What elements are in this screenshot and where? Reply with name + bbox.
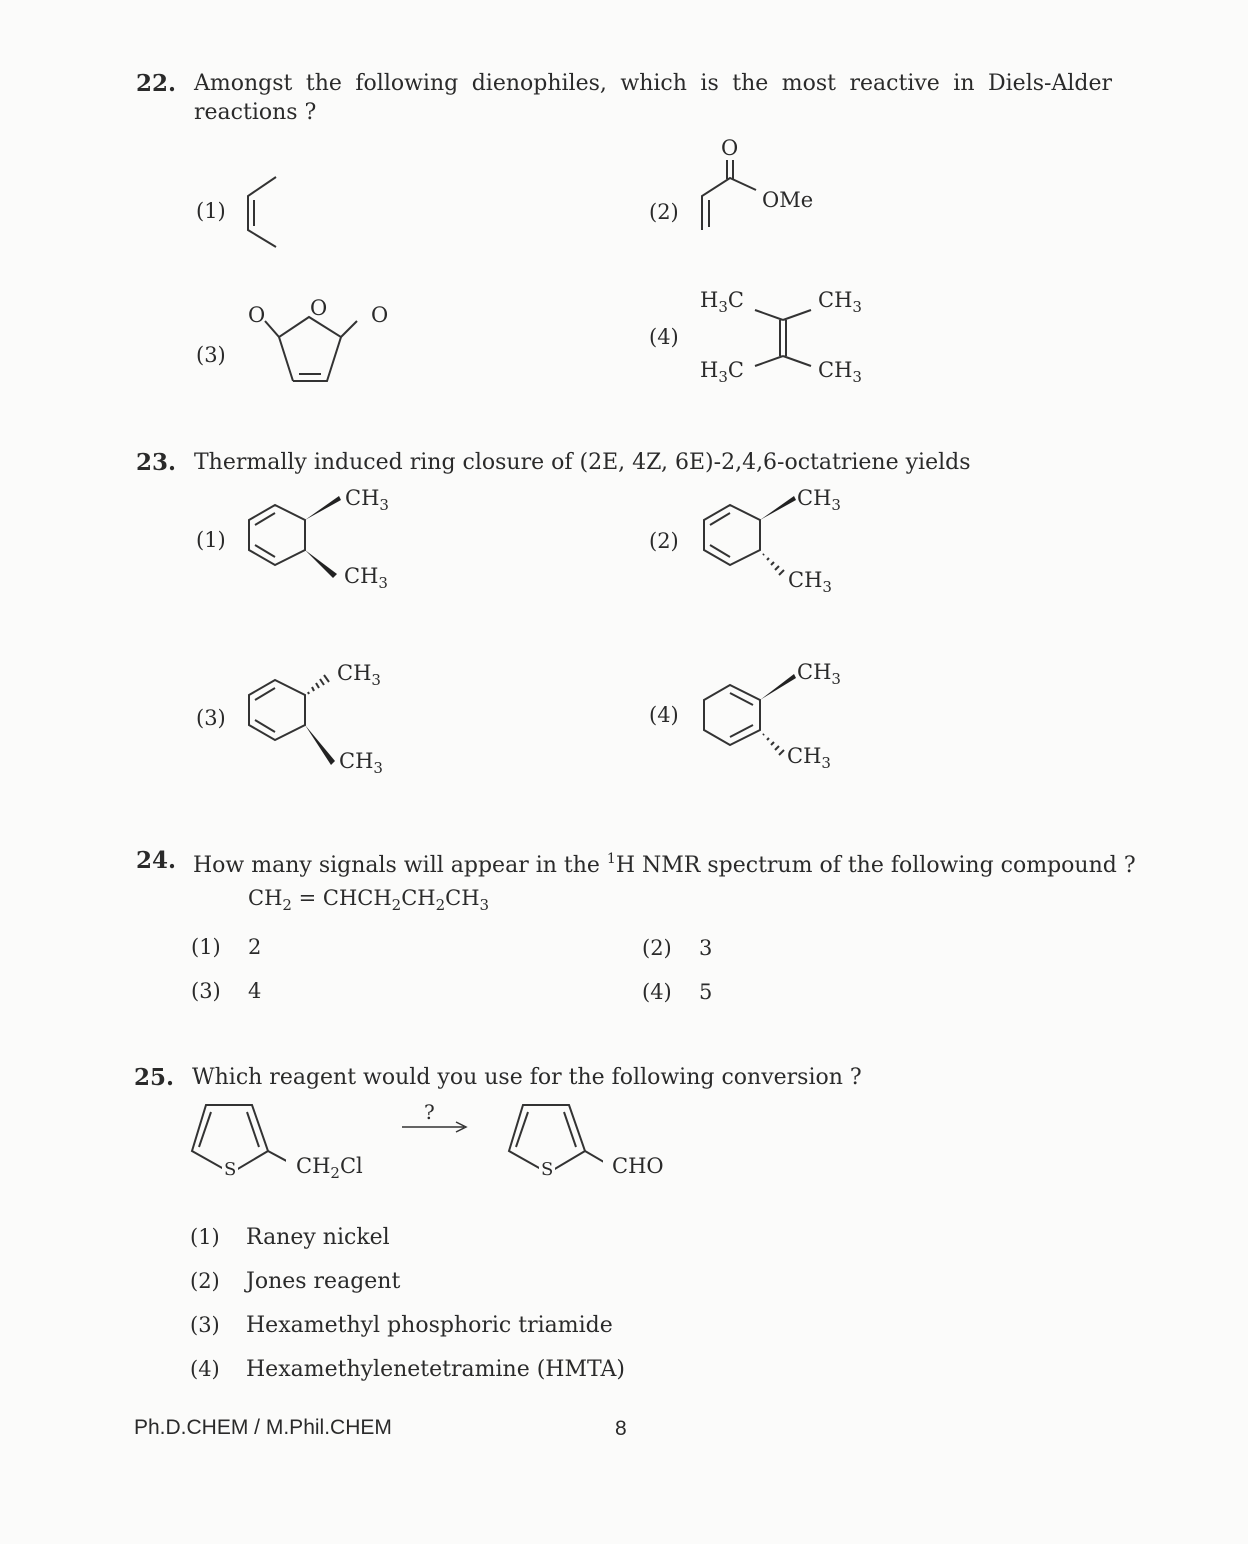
q22-option-4-label: (4): [649, 325, 679, 349]
q24-option-4-value: 5: [699, 980, 713, 1004]
q23-number: 23.: [136, 449, 177, 476]
q22-option-3-o-left: O: [248, 303, 266, 327]
q23-option-4-methyl-bottom: $CH_3$: [787, 744, 831, 772]
q22-option-2-ome: OMe: [762, 188, 814, 212]
q24-option-1-value: 2: [248, 935, 262, 959]
q24-text: How many signals will appear in the $^1$H NMR spectrum of the following compound ?: [193, 851, 1136, 878]
q25-option-4-label: (4): [190, 1357, 220, 1381]
q22-option-4-h3c-top: $H_3C$: [700, 288, 744, 316]
q24-option-4-label: (4): [642, 980, 672, 1004]
footer-page-number: 8: [615, 1417, 627, 1440]
q22-option-2-structure: [694, 160, 764, 235]
q23-option-4-label: (4): [649, 703, 679, 727]
q22-number: 22.: [136, 70, 177, 97]
q22-option-1-structure: [240, 172, 280, 252]
q22-option-1-label: (1): [196, 199, 226, 223]
q25-option-1-label: (1): [190, 1225, 220, 1249]
footer-course-code: Ph.D.CHEM / M.Phil.CHEM: [134, 1416, 392, 1439]
q23-option-4-structure: [700, 660, 800, 770]
q22-option-2-carbonyl-o: O: [721, 136, 739, 160]
q25-reactant-sulfur: S: [224, 1159, 237, 1180]
q23-option-2-label: (2): [649, 529, 679, 553]
q24-option-2-label: (2): [642, 936, 672, 960]
q22-option-3-o-ring: O: [310, 296, 328, 320]
q25-option-2-value: Jones reagent: [246, 1269, 401, 1294]
q24-option-1-label: (1): [191, 935, 221, 959]
q25-option-2-label: (2): [190, 1269, 220, 1293]
q23-option-3-label: (3): [196, 706, 226, 730]
q23-text: Thermally induced ring closure of (2E, 4Z, 6E)-2,4,6-octatriene yields: [194, 450, 971, 475]
q25-reaction-arrow: [400, 1118, 470, 1138]
q22-option-4-ch3-bottom: $CH_3$: [818, 358, 862, 386]
q25-product-sulfur: S: [541, 1159, 554, 1180]
q23-option-2-methyl-top: $CH_3$: [797, 486, 841, 514]
q24-option-3-value: 4: [248, 979, 262, 1003]
q23-option-3-methyl-bottom: $CH_3$: [339, 749, 383, 777]
q23-option-3-structure: [245, 665, 345, 775]
q23-option-3-methyl-top: $CH_3$: [337, 661, 381, 689]
q23-option-2-structure: [700, 490, 800, 590]
q23-option-1-methyl-top: $CH_3$: [345, 486, 389, 514]
q22-option-3-o-right: O: [371, 303, 389, 327]
q22-text-line1: Amongst the following dienophiles, which is the most reactive in Diels-Alder: [194, 71, 1112, 96]
q22-option-3-label: (3): [196, 343, 226, 367]
q25-option-4-value: Hexamethylenetetramine (HMTA): [246, 1357, 625, 1382]
q22-option-2-label: (2): [649, 200, 679, 224]
q23-option-4-methyl-top: $CH_3$: [797, 660, 841, 688]
q23-option-1-label: (1): [196, 528, 226, 552]
q23-option-2-methyl-bottom: $CH_3$: [788, 568, 832, 596]
q22-option-4-ch3-top: $CH_3$: [818, 288, 862, 316]
q22-option-4-tetramethylethylene: [745, 300, 825, 380]
q22-text-line2: reactions ?: [194, 100, 317, 125]
q25-number: 25.: [134, 1064, 175, 1091]
q24-option-3-label: (3): [191, 979, 221, 1003]
q25-product-group: CHO: [612, 1154, 664, 1178]
q24-formula: $CH_2$ = $CHCH_2CH_2CH_3$: [248, 886, 490, 914]
q25-option-3-value: Hexamethyl phosphoric triamide: [246, 1313, 613, 1338]
q25-text: Which reagent would you use for the following conversion ?: [192, 1065, 862, 1090]
q25-option-3-label: (3): [190, 1313, 220, 1337]
q25-arrow-label: ?: [424, 1100, 435, 1124]
q22-option-4-h3c-bottom: $H_3C$: [700, 358, 744, 386]
q23-option-1-methyl-bottom: $CH_3$: [344, 564, 388, 592]
q24-number: 24.: [136, 847, 177, 874]
q23-option-1-structure: [245, 490, 345, 590]
q25-reactant-group: $CH_2Cl$: [296, 1154, 363, 1182]
q24-option-2-value: 3: [699, 936, 713, 960]
q25-option-1-value: Raney nickel: [246, 1225, 390, 1250]
